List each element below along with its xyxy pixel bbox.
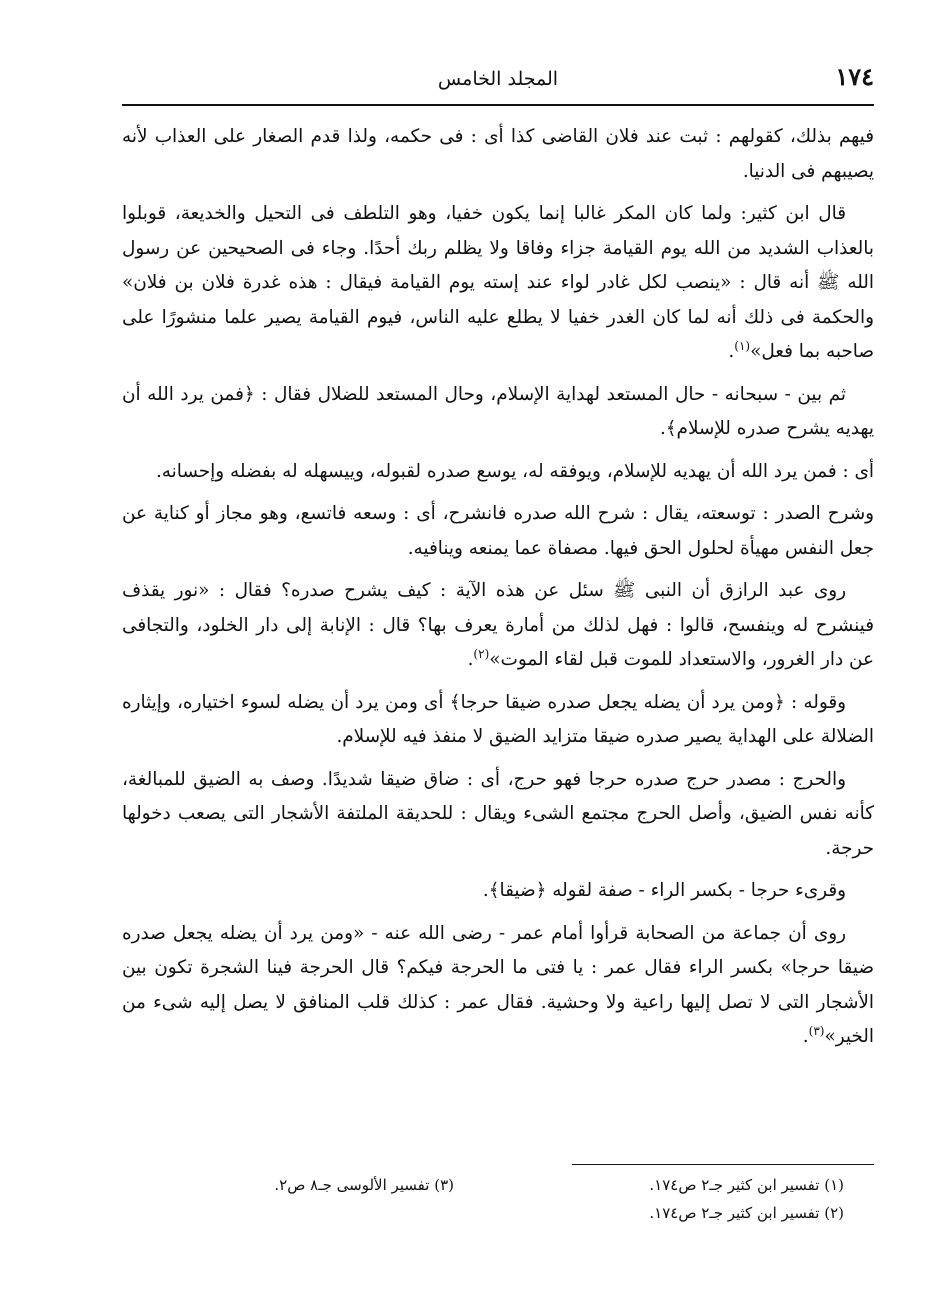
footnote-marker: (١) <box>734 338 751 353</box>
running-title: المجلد الخامس <box>437 68 559 90</box>
paragraph: روى أن جماعة من الصحابة قرأوا أمام عمر - رضى الله عنه - «ومن يرد أن يضله يجعل صدره ضيقا حرجا» بكسر الراء فقال عمر : يا فتى ما الحرجة فيكم؟ قال الحرجة فينا الشجرة تكون بين الأشجار التى لا تصل إليها راعية ولا وحشية. فقال عمر : كذلك قلب المنافق لا يصل إليه شىء من الخير»$^{(٣)}$. <box>122 922 874 1047</box>
page-header <box>122 62 874 102</box>
body-text <box>122 120 874 1063</box>
footnote: (٣) تفسير الألوسى جـ٨ ص٢. <box>274 1176 454 1194</box>
paragraph: قال ابن كثير: ولما كان المكر غالبا إنما يكون خفيا، وهو التلطف فى التحيل والخديعة، قوبلوا بالعذاب الشديد من الله يوم القيامة جزاء وفاقا ولا يظلم ربك أحدًا. وجاء فى الصحيحين عن رسول الله ﷺ أنه قال : «ينصب لكل غادر لواء عند إسته يوم القيامة فيقال : هذه غدرة فلان بن فلان» والحكمة فى ذلك أنه لما كان الغدر خفيا لا يطلع عليه الناس، فيوم القيامة يصير علما منشورًا على صاحبه بما فعل»$^{(١)}$. <box>122 203 874 362</box>
paragraph: وقوله : ﴿ومن يرد أن يضله يجعل صدره ضيقا حرجا﴾ أى ومن يرد أن يضله لسوء اختياره، وإيثاره الضلالة على الهداية يصير صدره ضيقا متزايد الضيق لا منفذ فيه للإسلام. <box>122 691 874 747</box>
paragraph: وقرىء حرجا - بكسر الراء - صفة لقوله ﴿ضيقا﴾. <box>482 880 846 901</box>
paragraph: فيهم بذلك، كقولهم : ثبت عند فلان القاضى كذا أى : فى حكمه، ولذا قدم الصغار على العذاب لأنه يصيبهم فى الدنيا. <box>122 126 874 182</box>
footnote: (٢) تفسير ابن كثير جـ٢ ص١٧٤. <box>649 1204 844 1222</box>
paragraph: أى : فمن يرد الله أن يهديه للإسلام، ويوفقه له، يوسع صدره لقبوله، وييسهله له بفضله وإحسانه. <box>155 460 874 482</box>
header-rule <box>122 104 874 106</box>
paragraph: ثم بين - سبحانه - حال المستعد لهداية الإسلام، وحال المستعد للضلال فقال : ﴿فمن يرد الله أن يهديه يشرح صدره للإسلام﴾. <box>122 383 874 439</box>
paragraph: والحرج : مصدر حرج صدره حرجا فهو حرج، أى : ضاق ضيقا شديدًا. وصف به الضيق للمبالغة، كأنه نفس الضيق، وأصل الحرج مجتمع الشىء ويقال : للحديقة الملتفة الأشجار التى يصعب دخولها حرجة. <box>122 768 874 859</box>
footnote-rule <box>572 1164 874 1165</box>
paragraph: وشرح الصدر : توسعته، يقال : شرح الله صدره فانشرح، أى : وسعه فاتسع، وهو مجاز أو كناية عن جعل النفس مهيأة لحلول الحق فيها. مصفاة عما يمنعه وينافيه. <box>122 503 874 559</box>
footnote: (١) تفسير ابن كثير جـ٢ ص١٧٤. <box>649 1176 844 1194</box>
footnote-marker: (٢) <box>473 646 490 661</box>
paragraph: روى عبد الرازق أن النبى ﷺ سئل عن هذه الآية : كيف يشرح صدره؟ فقال : «نور يقذف فينشرح له وينفسح، قالوا : فهل لذلك من أمارة يعرف بها؟ قال : الإنابة إلى دار الخلود، والتجافى عن دار الغرور، والاستعداد للموت قبل لقاء الموت»$^{(٢)}$. <box>122 580 874 670</box>
page-number: ١٧٤ <box>835 62 874 91</box>
footnote-marker: (٣) <box>808 1023 825 1038</box>
